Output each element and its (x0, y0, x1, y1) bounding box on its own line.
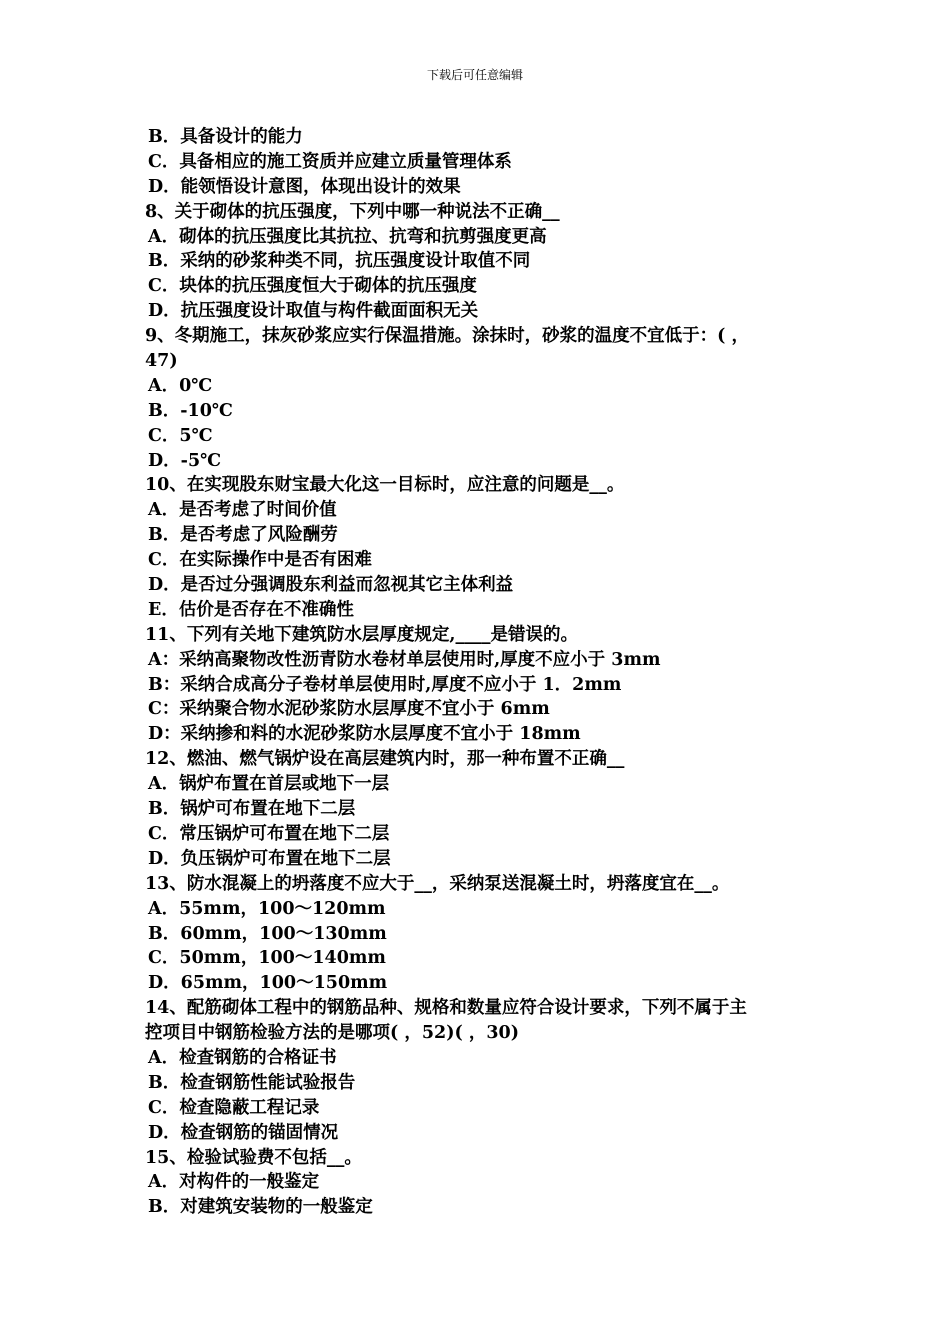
answer-option: E．估价是否存在不准确性 (148, 599, 354, 620)
answer-option: D．能领悟设计意图，体现出设计的效果 (148, 176, 461, 197)
question-text: 控项目中钢筋检验方法的是哪项( ，52)( ，30) (145, 1023, 520, 1044)
page-header-note: 下载后可任意编辑 (426, 68, 523, 82)
answer-option: B：采纳合成高分子卷材单层使用时,厚度不应小于 1．2mm (148, 674, 622, 695)
question-text: 12、燃油、燃气锅炉设在高层建筑内时，那一种布置不正确__ (145, 749, 625, 770)
answer-option: C．50mm，100～140mm (148, 948, 386, 969)
answer-option: A．0℃ (148, 375, 213, 396)
answer-option: A：采纳高聚物改性沥青防水卷材单层使用时,厚度不应小于 3mm (148, 649, 661, 670)
answer-option: C．5℃ (148, 425, 213, 446)
answer-option: A．对构件的一般鉴定 (148, 1172, 320, 1193)
question-text: 9、冬期施工，抹灰砂浆应实行保温措施。涂抹时，砂浆的温度不宜低于：( ， (145, 326, 750, 347)
answer-option: D．-5℃ (148, 450, 222, 471)
answer-option: B．具备设计的能力 (148, 127, 303, 147)
answer-option: C．检查隐蔽工程记录 (148, 1097, 320, 1118)
question-text: 8、关于砌体的抗压强度，下列中哪一种说法不正确__ (145, 201, 560, 222)
answer-option: B．60mm，100～130mm (148, 923, 387, 944)
question-text: 13、防水混凝上的坍落度不应大于__，采纳泵送混凝土时，坍落度宜在__。 (145, 873, 730, 894)
answer-option: D．65mm，100～150mm (148, 973, 388, 994)
answer-option: A．55mm，100～120mm (148, 898, 386, 919)
answer-option: B．是否考虑了风险酬劳 (148, 525, 338, 546)
answer-option: D．是否过分强调股东利益而忽视其它主体利益 (148, 575, 514, 596)
answer-option: C．在实际操作中是否有困难 (148, 550, 372, 571)
answer-option: A．是否考虑了时间价值 (148, 500, 337, 521)
answer-option: B．采纳的砂浆种类不同，抗压强度设计取值不同 (148, 251, 531, 272)
answer-option: C．常压锅炉可布置在地下二层 (148, 823, 390, 844)
question-text: 11、下列有关地下建筑防水层厚度规定,____是错误的。 (145, 624, 578, 645)
answer-option: A．检查钢筋的合格证书 (148, 1047, 337, 1068)
answer-option: A．锅炉布置在首层或地下一层 (148, 774, 390, 795)
document-body (145, 125, 815, 1220)
answer-option: B．-10℃ (148, 400, 233, 421)
question-text: 15、检验试验费不包括__。 (145, 1147, 362, 1168)
answer-option: B．检查钢筋性能试验报告 (148, 1072, 356, 1093)
answer-option: A．砌体的抗压强度比其抗拉、抗弯和抗剪强度更高 (148, 226, 547, 247)
question-text: 47) (145, 351, 178, 372)
question-text: 10、在实现股东财宝最大化这一目标时，应注意的问题是__。 (145, 475, 625, 496)
answer-option: B．对建筑安装物的一般鉴定 (148, 1197, 373, 1218)
answer-option: D．抗压强度设计取值与构件截面面积无关 (148, 301, 479, 322)
answer-option: D．检查钢筋的锚固情况 (148, 1122, 339, 1143)
answer-option: C．具备相应的施工资质并应建立质量管理体系 (148, 151, 512, 172)
answer-option: C．块体的抗压强度恒大于砌体的抗压强度 (148, 276, 477, 297)
answer-option: C：采纳聚合物水泥砂浆防水层厚度不宜小于 6mm (148, 699, 550, 720)
answer-option: B．锅炉可布置在地下二层 (148, 799, 356, 820)
question-text: 14、配筋砌体工程中的钢筋品种、规格和数量应符合设计要求，下列不属于主 (145, 998, 747, 1019)
answer-option: D．负压锅炉可布置在地下二层 (148, 848, 391, 869)
answer-option: D：采纳掺和料的水泥砂浆防水层厚度不宜小于 18mm (148, 724, 581, 745)
